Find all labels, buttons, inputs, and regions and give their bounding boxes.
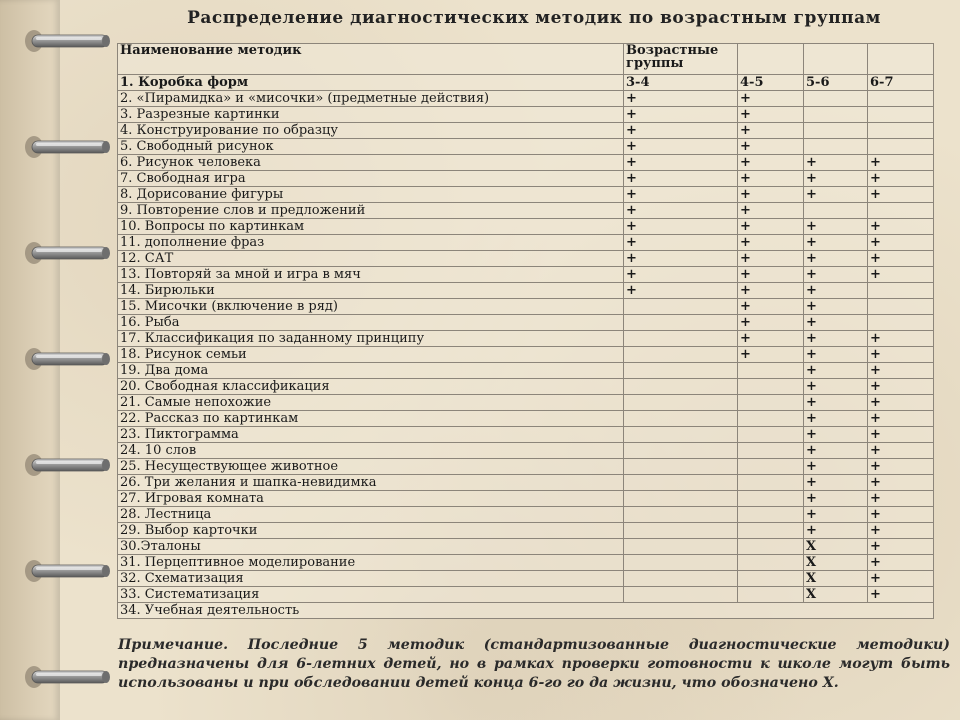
age-mark-cell: + <box>804 363 868 379</box>
age-mark-cell: + <box>804 315 868 331</box>
age-mark-cell <box>624 443 738 459</box>
age-mark-cell: Х <box>804 555 868 571</box>
age-mark-cell <box>738 571 804 587</box>
table-row <box>118 155 934 171</box>
table-row <box>118 283 934 299</box>
age-mark-cell: + <box>624 203 738 219</box>
method-name-cell: 9. Повторение слов и предложений <box>118 203 624 219</box>
method-name-cell: 8. Дорисование фигуры <box>118 187 624 203</box>
age-mark-cell: Х <box>804 539 868 555</box>
age-mark-cell <box>624 507 738 523</box>
age-mark-cell: + <box>624 219 738 235</box>
age-mark-cell <box>868 299 934 315</box>
method-name-cell: 21. Самые непохожие <box>118 395 624 411</box>
table-row <box>118 459 934 475</box>
method-name-cell: 27. Игровая комната <box>118 491 624 507</box>
age-mark-cell: + <box>804 411 868 427</box>
method-name-cell: 17. Классификация по заданному принципу <box>118 331 624 347</box>
header-empty-cell <box>804 44 868 75</box>
age-mark-cell <box>738 523 804 539</box>
age-mark-cell <box>738 555 804 571</box>
age-mark-cell <box>624 491 738 507</box>
table-row <box>118 139 934 155</box>
age-mark-cell: + <box>738 347 804 363</box>
age-mark-cell: + <box>804 427 868 443</box>
age-mark-cell: + <box>868 523 934 539</box>
age-mark-cell: + <box>738 315 804 331</box>
binder-ring-icon <box>22 344 112 374</box>
method-name-cell: 19. Два дома <box>118 363 624 379</box>
age-mark-cell: + <box>868 155 934 171</box>
age-mark-cell: + <box>868 427 934 443</box>
method-name-cell: 18. Рисунок семьи <box>118 347 624 363</box>
age-mark-cell: + <box>624 139 738 155</box>
age-mark-cell: + <box>868 331 934 347</box>
age-mark-cell <box>804 91 868 107</box>
table-row <box>118 267 934 283</box>
table-row <box>118 603 934 619</box>
method-name-cell: 23. Пиктограмма <box>118 427 624 443</box>
age-mark-cell <box>868 91 934 107</box>
age-mark-cell <box>624 459 738 475</box>
age-mark-cell <box>738 379 804 395</box>
table-row <box>118 171 934 187</box>
table-row <box>118 315 934 331</box>
age-mark-cell: Х <box>804 571 868 587</box>
binder-ring-icon <box>22 26 112 56</box>
age-mark-cell <box>738 475 804 491</box>
age-mark-cell: + <box>868 267 934 283</box>
header-method-name: Наименование методик <box>118 44 624 75</box>
table-row <box>118 571 934 587</box>
age-mark-cell: + <box>868 251 934 267</box>
table-header-row <box>118 44 934 75</box>
age-mark-cell: + <box>804 347 868 363</box>
age-mark-cell <box>738 587 804 603</box>
age-mark-cell: + <box>868 411 934 427</box>
age-mark-cell: + <box>738 299 804 315</box>
age-mark-cell: + <box>868 507 934 523</box>
age-mark-cell: + <box>868 475 934 491</box>
age-mark-cell: + <box>804 379 868 395</box>
age-mark-cell: + <box>868 171 934 187</box>
age-mark-cell <box>624 379 738 395</box>
age-mark-cell <box>868 203 934 219</box>
table-row <box>118 411 934 427</box>
age-mark-cell <box>738 539 804 555</box>
age-mark-cell <box>738 395 804 411</box>
age-mark-cell: + <box>738 331 804 347</box>
age-mark-cell <box>738 363 804 379</box>
age-mark-cell: + <box>804 507 868 523</box>
age-mark-cell: + <box>804 395 868 411</box>
age-mark-cell: + <box>804 283 868 299</box>
footnote: Примечание. Последние 5 методик (стандартизованные диагностические методики) предназначены для 6-летних детей, но в рамках проверки готовности к школе могут быть использованы и при обследовании детей конца 6-го го да жизни, что обозначено Х. <box>118 637 950 691</box>
method-name-cell: 22. Рассказ по картинкам <box>118 411 624 427</box>
table-row <box>118 523 934 539</box>
method-name-cell: 5. Свободный рисунок <box>118 139 624 155</box>
method-name-cell: 15. Мисочки (включение в ряд) <box>118 299 624 315</box>
table-row <box>118 427 934 443</box>
age-mark-cell: + <box>738 91 804 107</box>
age-mark-cell: + <box>624 267 738 283</box>
method-name-cell: 16. Рыба <box>118 315 624 331</box>
method-name-cell: 26. Три желания и шапка-невидимка <box>118 475 624 491</box>
age-mark-cell <box>868 139 934 155</box>
age-mark-cell: + <box>804 171 868 187</box>
table-row <box>118 299 934 315</box>
age-mark-cell: + <box>738 123 804 139</box>
method-name-cell: 30.Эталоны <box>118 539 624 555</box>
table-row <box>118 331 934 347</box>
age-mark-cell: + <box>868 395 934 411</box>
binder-ring-icon <box>22 132 112 162</box>
binder-ring-icon <box>22 450 112 480</box>
age-mark-cell <box>804 123 868 139</box>
age-mark-cell <box>804 107 868 123</box>
table-row <box>118 507 934 523</box>
age-mark-cell: + <box>624 123 738 139</box>
age-mark-cell: + <box>738 219 804 235</box>
age-mark-cell: + <box>624 107 738 123</box>
method-name-cell: 2. «Пирамидка» и «мисочки» (предметные действия) <box>118 91 624 107</box>
age-mark-cell: + <box>804 251 868 267</box>
age-mark-cell: + <box>868 539 934 555</box>
age-mark-cell <box>868 315 934 331</box>
age-mark-cell <box>624 539 738 555</box>
age-mark-cell <box>738 491 804 507</box>
table-row <box>118 587 934 603</box>
age-mark-cell: + <box>868 587 934 603</box>
age-mark-cell: + <box>868 347 934 363</box>
age-mark-cell <box>868 107 934 123</box>
age-mark-cell: + <box>804 155 868 171</box>
method-name-cell: 11. дополнение фраз <box>118 235 624 251</box>
age-mark-cell: + <box>868 555 934 571</box>
age-mark-cell <box>868 123 934 139</box>
age-mark-cell: + <box>868 363 934 379</box>
age-mark-cell: + <box>738 187 804 203</box>
method-name-cell: 32. Схематизация <box>118 571 624 587</box>
method-name-cell: 25. Несуществующее животное <box>118 459 624 475</box>
methods-table <box>117 43 934 619</box>
table-row <box>118 539 934 555</box>
table-row <box>118 379 934 395</box>
table-row <box>118 475 934 491</box>
table-row <box>118 123 934 139</box>
table-row <box>118 555 934 571</box>
header-empty-cell <box>738 44 804 75</box>
method-name-cell: 6. Рисунок человека <box>118 155 624 171</box>
binder-ring-icon <box>22 238 112 268</box>
method-name-cell: 12. САТ <box>118 251 624 267</box>
header-age-groups: Возрастные группы <box>624 44 738 75</box>
age-group-label: 3-4 <box>624 75 738 91</box>
table-row <box>118 187 934 203</box>
age-mark-cell <box>624 315 738 331</box>
age-mark-cell: + <box>624 187 738 203</box>
age-mark-cell <box>624 555 738 571</box>
table-row <box>118 219 934 235</box>
method-name-cell: 31. Перцептивное моделирование <box>118 555 624 571</box>
table-row <box>118 363 934 379</box>
age-mark-cell <box>624 571 738 587</box>
age-mark-cell: + <box>868 491 934 507</box>
age-mark-cell: + <box>868 219 934 235</box>
method-name-cell: 4. Конструирование по образцу <box>118 123 624 139</box>
age-mark-cell: + <box>868 443 934 459</box>
method-name-cell: 33. Систематизация <box>118 587 624 603</box>
table-row <box>118 347 934 363</box>
age-mark-cell: + <box>804 475 868 491</box>
age-mark-cell: + <box>804 267 868 283</box>
age-mark-cell <box>624 475 738 491</box>
age-mark-cell: + <box>804 219 868 235</box>
age-mark-cell <box>624 331 738 347</box>
age-mark-cell: + <box>738 235 804 251</box>
age-mark-cell <box>624 395 738 411</box>
age-mark-cell <box>624 587 738 603</box>
age-mark-cell <box>738 443 804 459</box>
age-mark-cell: + <box>738 155 804 171</box>
age-group-label: 5-6 <box>804 75 868 91</box>
method-name-cell: 7. Свободная игра <box>118 171 624 187</box>
age-mark-cell <box>738 427 804 443</box>
age-mark-cell: + <box>624 251 738 267</box>
method-name-cell: 13. Повторяй за мной и игра в мяч <box>118 267 624 283</box>
age-mark-cell: + <box>804 443 868 459</box>
method-name-cell: 3. Разрезные картинки <box>118 107 624 123</box>
table-row <box>118 491 934 507</box>
age-mark-cell: + <box>868 235 934 251</box>
age-mark-cell <box>868 283 934 299</box>
table-row <box>118 251 934 267</box>
age-mark-cell: + <box>804 523 868 539</box>
age-mark-cell: + <box>624 235 738 251</box>
age-mark-cell <box>624 523 738 539</box>
method-name-cell: 34. Учебная деятельность <box>118 603 934 619</box>
age-mark-cell: + <box>738 171 804 187</box>
age-mark-cell: + <box>804 299 868 315</box>
age-groups-row <box>118 75 934 91</box>
method-name-cell: 29. Выбор карточки <box>118 523 624 539</box>
age-mark-cell: + <box>868 187 934 203</box>
table-row <box>118 107 934 123</box>
table-row <box>118 235 934 251</box>
method-name-cell: 20. Свободная классификация <box>118 379 624 395</box>
table-row <box>118 395 934 411</box>
age-mark-cell: + <box>738 107 804 123</box>
age-mark-cell: + <box>624 283 738 299</box>
age-mark-cell: Х <box>804 587 868 603</box>
binder-ring-icon <box>22 556 112 586</box>
method-name-cell: 24. 10 слов <box>118 443 624 459</box>
header-empty-cell <box>868 44 934 75</box>
age-mark-cell <box>738 507 804 523</box>
table-row <box>118 203 934 219</box>
method-name-cell: 10. Вопросы по картинкам <box>118 219 624 235</box>
page-title: Распределение диагностических методик по возрастным группам <box>187 8 881 28</box>
age-mark-cell <box>738 459 804 475</box>
age-mark-cell: + <box>624 155 738 171</box>
table-row <box>118 91 934 107</box>
age-mark-cell: + <box>868 459 934 475</box>
age-group-label: 6-7 <box>868 75 934 91</box>
age-mark-cell: + <box>868 379 934 395</box>
age-group-label: 4-5 <box>738 75 804 91</box>
binder-ring-icon <box>22 662 112 692</box>
age-mark-cell: + <box>804 235 868 251</box>
table-row <box>118 443 934 459</box>
age-mark-cell: + <box>868 571 934 587</box>
age-mark-cell <box>624 411 738 427</box>
age-mark-cell: + <box>738 283 804 299</box>
age-mark-cell: + <box>624 171 738 187</box>
method-name-cell: 14. Бирюльки <box>118 283 624 299</box>
age-mark-cell: + <box>804 491 868 507</box>
age-mark-cell <box>624 363 738 379</box>
age-mark-cell: + <box>738 203 804 219</box>
age-mark-cell <box>738 411 804 427</box>
age-mark-cell <box>804 203 868 219</box>
age-mark-cell: + <box>804 331 868 347</box>
age-mark-cell <box>624 347 738 363</box>
method-name-cell: 28. Лестница <box>118 507 624 523</box>
method-name-cell: 1. Коробка форм <box>118 75 624 91</box>
age-mark-cell: + <box>738 251 804 267</box>
age-mark-cell: + <box>804 459 868 475</box>
age-mark-cell <box>624 427 738 443</box>
age-mark-cell: + <box>738 267 804 283</box>
age-mark-cell: + <box>804 187 868 203</box>
age-mark-cell <box>804 139 868 155</box>
age-mark-cell: + <box>624 91 738 107</box>
age-mark-cell <box>624 299 738 315</box>
age-mark-cell: + <box>738 139 804 155</box>
